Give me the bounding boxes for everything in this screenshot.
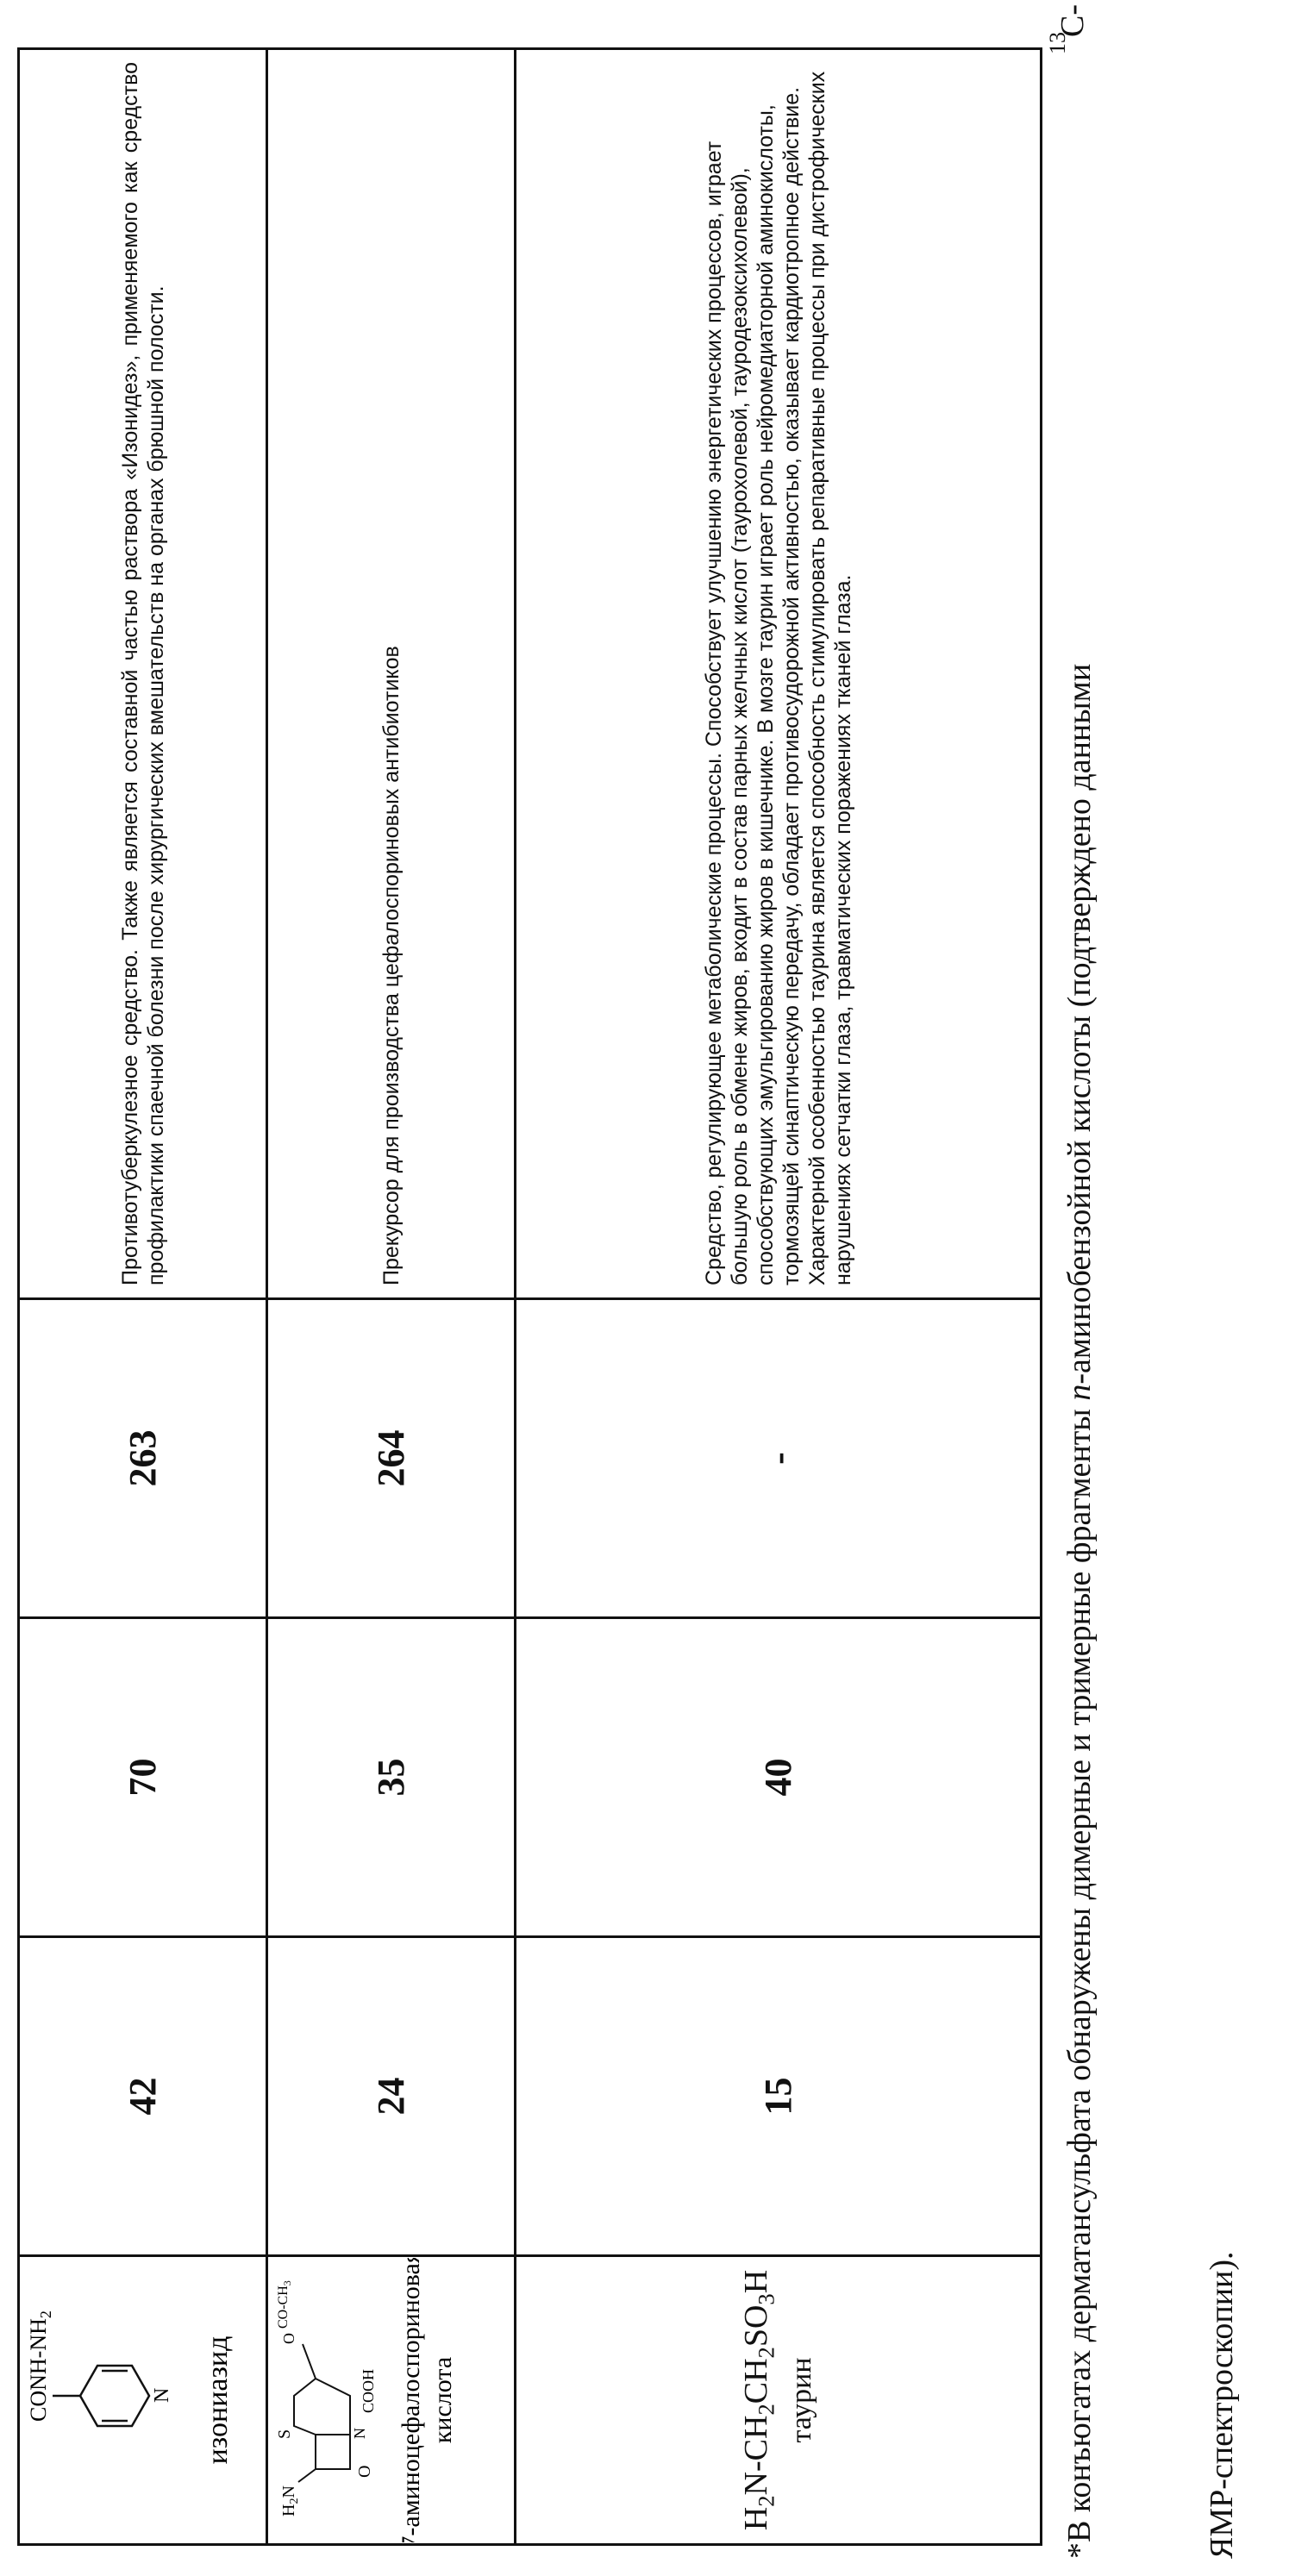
structure-name-line1: 7-аминоцефалоспориновая [397, 2258, 425, 2542]
value-cell: 15 [516, 1937, 1042, 2256]
table-row-isoniazid [19, 49, 267, 2545]
value-cell: 24 [267, 1937, 516, 2256]
svg-text:CO-CH3: $CO-CH_3$ [276, 2280, 293, 2329]
svg-text:N: N [151, 2387, 173, 2403]
table-row-7aca [267, 49, 516, 2545]
structure-name: таурин [785, 2357, 818, 2443]
value-cell: 42 [19, 1937, 267, 2256]
activity-cell: Прекурсор для производства цефалоспориновых антибиотиков [267, 49, 516, 1299]
structure-name: изониазид [202, 2335, 234, 2465]
value-cell: 35 [267, 1618, 516, 1937]
value-cell: 264 [267, 1299, 516, 1618]
footnote-line2: ЯМР-спектроскопии). [1204, 2251, 1240, 2559]
isoniazid-structure [20, 2258, 261, 2542]
footnote-c: С- [1054, 4, 1091, 37]
structure-cell-taurine [516, 2256, 1042, 2545]
structure-label: CONH-$NH_2$ [26, 2310, 54, 2422]
structure-cell-7aca [267, 2256, 516, 2545]
value-cell: 263 [19, 1299, 267, 1618]
activity-cell: Противотуберкулезное средство. Также является составной частью раствора «Изонидез», применяемого как средство профилактики спаечной болезни после хирургических вмешательств на органах брюшной полости. [19, 49, 267, 1299]
svg-text:H2N: $H_2N$ [279, 2485, 301, 2517]
svg-text:N: N [351, 2428, 368, 2439]
svg-text:O: O [280, 2333, 297, 2344]
svg-text:S: S [275, 2429, 294, 2439]
value-cell: - [516, 1299, 1042, 1618]
compound-table [17, 47, 1042, 2546]
svg-text:COOH: COOH [360, 2368, 377, 2413]
value-cell: 40 [516, 1618, 1042, 1937]
activity-cell: Средство, регулирующее метаболические процессы. Способствует улучшению энергетических процессов, играет большую роль в обмене жиров, входит в состав парных желчных кислот (таурохолевой, тауродезоксихолевой), способствующих эмульгированию жиров в кишечнике. В мозге таурин играет роль нейромедиаторной аминокислоты, тормозящей синаптическую передачу, обладает противосудорожной активностью, оказывает кардиотропное действие. Характерной особенностью таурина является способность стимулировать репаративные процессы при дистрофических нарушениях сетчатки глаза, травматических поражениях тканей глаза. [516, 49, 1042, 1299]
value-cell: 70 [19, 1618, 267, 1937]
svg-text:O: O [355, 2465, 374, 2478]
7aca-structure [268, 2258, 510, 2542]
table-row-taurine [516, 49, 1042, 2545]
footnote-line1: *В конъюгатах дерматансульфата обнаружены димерные и тримерные фрагменты п-аминобензойной кислоты (подтверждено данными [1061, 663, 1098, 2559]
structure-formula: $H_2N-CH_2CH_2SO_3H$ [737, 2269, 779, 2531]
structure-cell-isoniazid [19, 2256, 267, 2545]
footnote-superscript: 13 [1045, 32, 1070, 54]
structure-name-line2: кислота [429, 2356, 457, 2444]
